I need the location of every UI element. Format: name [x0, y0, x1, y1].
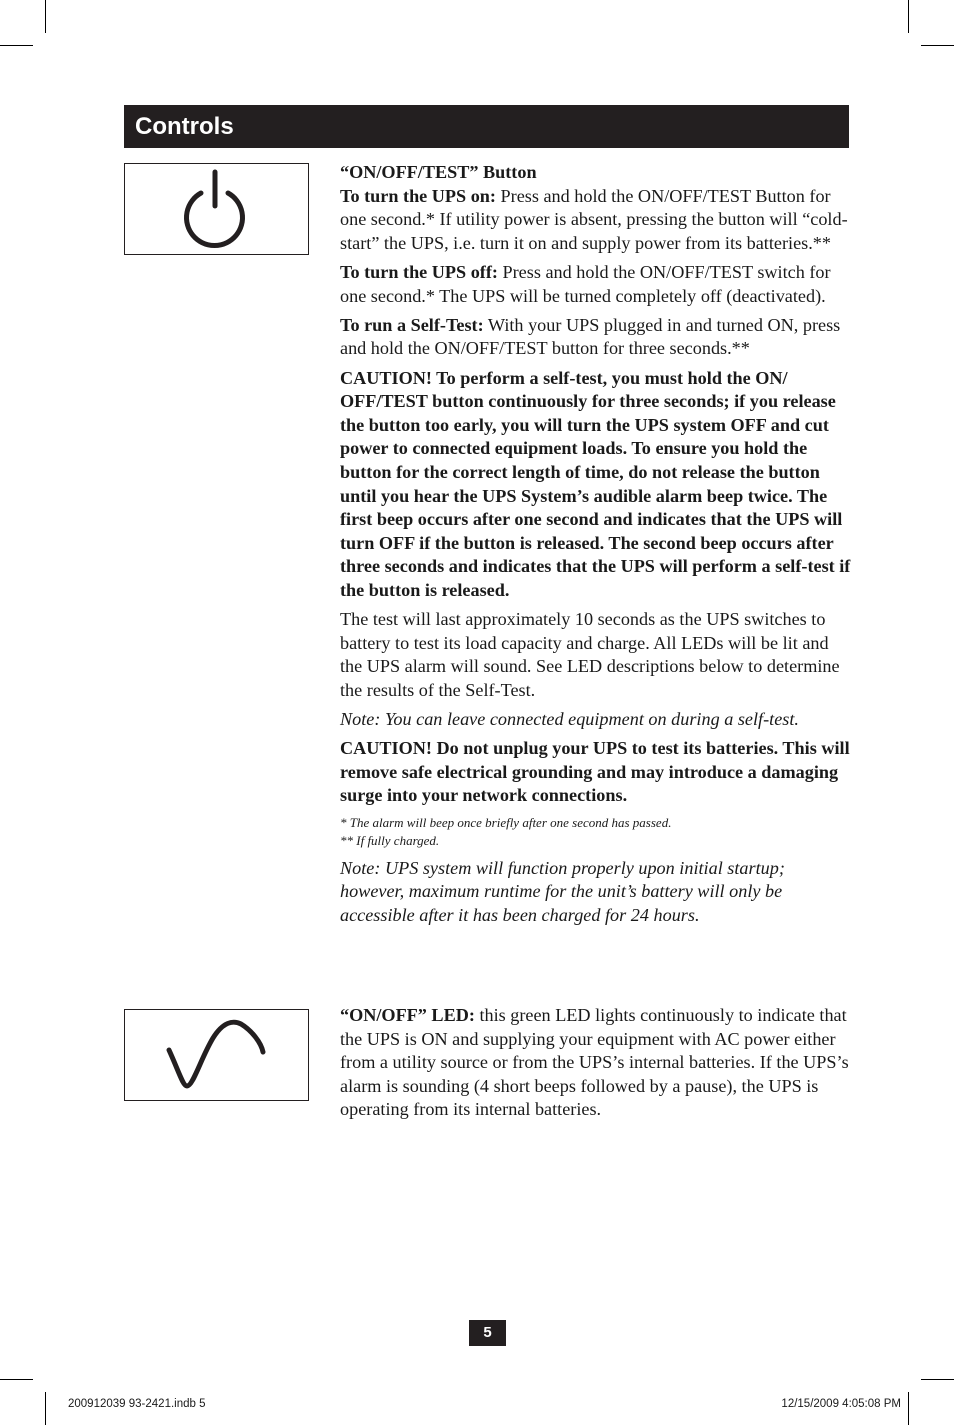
- led-label: “ON/OFF” LED:: [340, 1005, 475, 1025]
- section-header: [124, 105, 849, 148]
- crop-mark: [45, 0, 46, 33]
- turn-off-paragraph: [340, 261, 852, 308]
- led-paragraph: [340, 1004, 852, 1122]
- section-title: Controls: [135, 113, 234, 140]
- button-section: [340, 161, 852, 933]
- led-text: this green LED lights continuously to indicate that the UPS is ON and supplying your equipment with AC power either from a utility source or from the UPS’s internal batteries. If the UPS’s alarm is sounding (4 short beeps followed by a pause), the UPS is operating from its internal batteries.: [340, 1005, 849, 1120]
- crop-mark: [908, 0, 909, 33]
- self-test-paragraph: [340, 314, 852, 361]
- footnotes: [340, 814, 852, 850]
- turn-off-text: Press and hold the ON/OFF/TEST switch for one second.* The UPS will be turned completely off (deactivated).: [340, 261, 831, 306]
- note-self-test: Note: You can leave connected equipment on during a self-test.: [340, 709, 799, 730]
- crop-mark: [908, 1392, 909, 1425]
- slug-file: 200912039 93-2421.indb 5: [68, 1398, 206, 1410]
- power-icon: [125, 164, 310, 256]
- turn-off-label: To turn the UPS off:: [340, 261, 498, 282]
- caution-self-test: CAUTION! To perform a self-test, you must hold the ON/ OFF/TEST button continuously for three seconds; if you release the button too early, you will turn the UPS system OFF and cut power to connected equipment loads. To ensure you hold the button for the correct length of time, do not release the button until you hear the UPS System’s audible alarm beep twice. The first beep occurs after one second and indicates that the UPS will turn OFF if the button is released. The second beep occurs after three seconds and indicates that the UPS will perform a self-test if the button is released.: [340, 367, 851, 600]
- footnote-2: ** If fully charged.: [340, 832, 440, 848]
- crop-mark: [921, 45, 954, 46]
- led-section: [340, 1004, 852, 1128]
- footnote-1: * The alarm will beep once briefly after one second has passed.: [340, 814, 672, 830]
- led-icon-box: [124, 1009, 309, 1101]
- power-icon-box: [124, 163, 309, 255]
- turn-on-text: Press and hold the ON/OFF/TEST Button for one second.* If utility power is absent, pressing the button will “cold-start” the UPS, i.e. turn it on and supply power from its batteries.**: [340, 185, 848, 253]
- turn-on-paragraph: [340, 185, 852, 256]
- crop-mark: [921, 1379, 954, 1380]
- sine-wave-icon: [125, 1010, 310, 1102]
- crop-mark: [0, 45, 33, 46]
- page-number: 5: [469, 1320, 506, 1346]
- self-test-text: With your UPS plugged in and turned ON, press and hold the ON/OFF/TEST button for three seconds.**: [340, 314, 841, 359]
- slug-timestamp: 12/15/2009 4:05:08 PM: [781, 1398, 901, 1410]
- note-startup: Note: UPS system will function properly upon initial startup; however, maximum runtime for the unit’s battery will only be accessible after it has been charged for 24 hours.: [340, 857, 785, 925]
- test-description: The test will last approximately 10 seconds as the UPS switches to battery to test its load capacity and charge. All LEDs will be lit and the UPS alarm will sound. See LED descriptions below to determine the results of the Self-Test.: [340, 609, 840, 700]
- crop-mark: [45, 1392, 46, 1425]
- crop-mark: [0, 1379, 33, 1380]
- self-test-label: To run a Self-Test:: [340, 314, 484, 335]
- turn-on-label: To turn the UPS on:: [340, 185, 496, 206]
- button-title: “ON/OFF/TEST” Button: [340, 162, 537, 182]
- caution-unplug: CAUTION! Do not unplug your UPS to test its batteries. This will remove safe electrical grounding and may introduce a damaging surge into your network connections.: [340, 738, 850, 806]
